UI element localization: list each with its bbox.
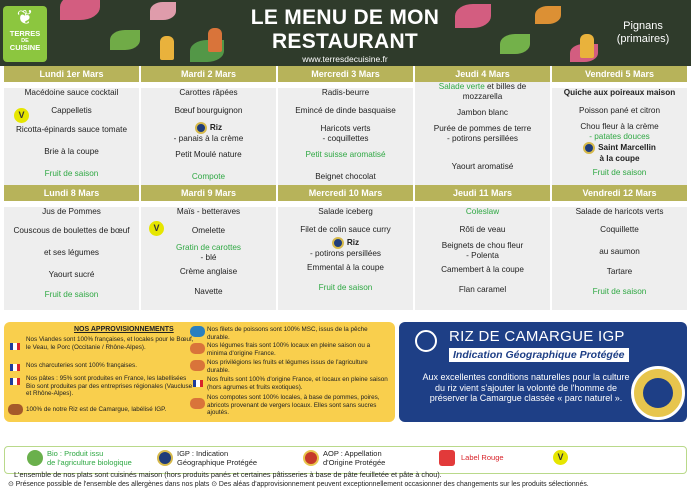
menu-item: Emincé de dinde basquaise <box>295 106 396 115</box>
rice-panel-subtitle: Indication Géographique Protégée <box>449 348 629 362</box>
day-column <box>415 185 550 310</box>
leaf-decoration <box>60 0 100 20</box>
supply-charcuterie-text: Nos charcuteries sont 100% françaises. <box>26 362 137 369</box>
legend-igp <box>177 449 257 467</box>
leaf-decoration <box>150 2 176 20</box>
lightbulb-icon <box>415 330 437 352</box>
footer-note: ⊙ Présence possible de l'ensemble des allergènes dans nos plats ⊙ Des aléas d'approvisionnement peuvent exceptionnellement occasionner des changements sur les produits sélectionnés. <box>8 481 589 488</box>
menu-item: Cappelletis <box>51 106 92 115</box>
menu-item: - potirons persillées <box>447 134 518 143</box>
gardener-illustration <box>208 28 222 52</box>
menu-item: Tartare <box>606 267 633 276</box>
supply-info-title: NOS APPROVISIONNEMENTS <box>74 326 174 333</box>
vegetable-icon <box>190 343 205 354</box>
rice-icon <box>8 404 23 415</box>
menu-item: Yaourt aromatisé <box>451 162 514 171</box>
day-column <box>4 66 139 191</box>
day-menu <box>415 207 550 310</box>
menu-item: Chou fleur à la crème <box>580 122 659 131</box>
bio-label-icon <box>27 450 43 466</box>
menu-item-igp <box>143 122 274 134</box>
day-menu <box>4 207 139 310</box>
leaf-decoration <box>500 34 530 54</box>
day-header: Vendredi 12 Mars <box>552 185 687 201</box>
rice-panel-text: Aux excellentes conditions naturelles pour la culture du riz vient s'ajouter la volonté de l'homme de préserver la Camargue classée « parc naturel ». <box>422 372 630 403</box>
week-1-grid <box>4 66 687 191</box>
menu-item-text: et billes de <box>487 82 527 91</box>
aop-label-icon <box>303 450 319 466</box>
logo-text: TERRES <box>9 29 41 38</box>
supply-fruits-text: Nos fruits sont 100% d'origine France, et locaux en pleine saison (hors agrumes et fruits exotiques). <box>207 376 388 391</box>
menu-item: Fruit de saison <box>318 283 373 292</box>
header-banner <box>0 0 691 66</box>
menu-item: Fruit de saison <box>44 290 99 299</box>
igp-label-icon <box>157 450 173 466</box>
menu-item-text: Saint Marcellin <box>598 143 656 153</box>
menu-item-text: Salade verte <box>438 82 485 91</box>
menu-item: et ses légumes <box>43 248 100 257</box>
legend-text: AOP : Appellation <box>323 449 382 458</box>
menu-item: Quiche aux poireaux maison <box>563 88 676 97</box>
aop-label-icon <box>583 142 595 154</box>
page-title <box>230 6 460 54</box>
menu-item: Petit suisse aromatisé <box>305 150 386 159</box>
gardener-illustration <box>160 36 174 60</box>
menu-item: Beignet chocolat <box>315 172 376 181</box>
footer-note: L'ensemble de nos plats sont cuisinés maison (hors produits panés et certaines pâtisseries à base de pâte feuilletée et pâte à chou). <box>14 470 442 479</box>
page-title-line: RESTAURANT <box>271 30 419 53</box>
day-column <box>278 66 413 191</box>
day-header: Lundi 1er Mars <box>4 66 139 82</box>
menu-item: Petit Moulé nature <box>175 150 242 159</box>
day-header: Jeudi 11 Mars <box>415 185 550 201</box>
day-column <box>552 66 687 191</box>
menu-item: Jambon blanc <box>457 108 508 117</box>
menu-item: - potirons persillées <box>310 249 381 258</box>
day-menu <box>4 88 139 191</box>
menu-item: - coquillettes <box>322 134 369 143</box>
day-column <box>552 185 687 310</box>
menu-item: Filet de colin sauce curry <box>300 225 391 234</box>
menu-item: Radis-beurre <box>321 88 370 97</box>
legend-label-rouge: Label Rouge <box>461 453 504 462</box>
supply-rice-text: 100% de notre Riz est de Camargue, labélisé IGP. <box>26 406 167 413</box>
igp-label-icon <box>195 122 207 134</box>
menu-item-igp <box>554 142 685 154</box>
menu-item: Crème anglaise <box>179 267 238 276</box>
menu-item: Flan caramel <box>458 285 507 294</box>
legend-bio <box>47 449 132 467</box>
menu-item: Ricotta-épinards sauce tomate <box>15 125 128 134</box>
menu-item: Beignets de chou fleur <box>441 241 524 250</box>
menu-item: Salade iceberg <box>318 207 373 216</box>
menu-item: Purée de pommes de terre <box>433 124 532 133</box>
menu-item: à la coupe <box>599 154 640 163</box>
day-header: Mercredi 3 Mars <box>278 66 413 82</box>
day-column <box>415 66 550 191</box>
legend-text: d'Origine Protégée <box>323 458 386 467</box>
menu-item: - panais à la crème <box>173 134 244 143</box>
week-2-grid <box>4 185 687 310</box>
logo-text: DE <box>21 38 29 44</box>
day-menu <box>415 82 550 185</box>
vegetarian-badge: V <box>553 450 568 465</box>
france-flag-icon <box>10 378 20 385</box>
day-menu <box>141 207 276 310</box>
vegetable-icon <box>190 360 205 371</box>
label-rouge-icon <box>439 450 455 466</box>
day-header: Mercredi 10 Mars <box>278 185 413 201</box>
day-menu <box>552 207 687 310</box>
menu-item: Fruit de saison <box>592 287 647 296</box>
menu-item: Carottes râpées <box>179 88 238 97</box>
legend-aop <box>323 449 385 467</box>
menu-item: Couscous de boulettes de bœuf <box>13 226 130 235</box>
supply-pasta-text: Nos pâtes : 95% sont produites en France, les labellisées Bio sont produites par des entreprises régionales (Vaucluse et Rhône-Alpes). <box>26 375 193 398</box>
legend-text: de l'agriculture biologique <box>47 458 132 467</box>
day-header: Mardi 9 Mars <box>141 185 276 201</box>
day-menu <box>141 88 276 191</box>
leaf-logo-icon: ❦ <box>16 7 34 29</box>
menu-item-igp <box>280 237 411 249</box>
menu-item-text: Riz <box>346 238 360 248</box>
menu-item-text: Riz <box>209 123 223 133</box>
menu-item: Macédoine sauce cocktail <box>24 88 119 97</box>
legend-text: Géographique Protégée <box>177 458 258 467</box>
menu-item: Salade de haricots verts <box>575 207 664 216</box>
leaf-decoration <box>455 4 491 28</box>
menu-item: Yaourt sucré <box>48 270 95 279</box>
menu-item: Gratin de carottes <box>175 243 242 252</box>
day-column <box>4 185 139 310</box>
supply-agriculture-text: Nos privilégions les fruits et légumes issus de l'agriculture durable. <box>207 359 368 374</box>
school-name-line: Pignans <box>623 20 663 32</box>
menu-item: - patates douces <box>589 132 650 141</box>
menu-item: Coleslaw <box>465 207 500 216</box>
day-menu <box>278 88 413 191</box>
france-flag-icon <box>193 380 203 387</box>
menu-item: - Polenta <box>466 251 499 260</box>
day-header: Mardi 2 Mars <box>141 66 276 82</box>
menu-item: Fruit de saison <box>44 169 99 178</box>
rice-igp-panel <box>399 322 687 422</box>
menu-item: Camembert à la coupe <box>441 265 524 274</box>
leaf-decoration <box>535 6 561 24</box>
terres-de-cuisine-logo <box>3 6 47 62</box>
supply-vegetables-text: Nos légumes frais sont 100% locaux en pleine saison ou a minima d'origine France. <box>207 342 371 357</box>
igp-seal-icon <box>631 366 685 420</box>
menu-item: Compote <box>191 172 226 181</box>
menu-item: Omelette <box>191 226 226 235</box>
menu-item: Emmental à la coupe <box>307 263 384 272</box>
day-header: Vendredi 5 Mars <box>552 66 687 82</box>
menu-item <box>417 82 548 92</box>
logo-text: CUISINE <box>9 43 41 52</box>
igp-label-icon <box>332 237 344 249</box>
day-column <box>141 66 276 191</box>
gardener-illustration <box>580 34 594 58</box>
fruit-icon <box>190 398 205 409</box>
menu-item: Haricots verts <box>320 124 371 133</box>
fish-icon <box>190 326 205 337</box>
day-menu <box>552 88 687 191</box>
day-column <box>141 185 276 310</box>
school-name <box>598 20 688 46</box>
day-header: Jeudi 4 Mars <box>415 66 550 82</box>
supply-fish-text: Nos filets de poissons sont 100% MSC, issus de la pêche durable. <box>207 326 368 341</box>
menu-item: Maïs - betteraves <box>176 207 241 216</box>
menu-item: Coquillette <box>600 225 639 234</box>
supply-meat-text: Nos Viandes sont 100% françaises, et locales pour le Bœuf, le Veau, le Porc (Occitanie / Rhône-Alpes). <box>26 336 194 351</box>
legend-text: IGP : Indication <box>177 449 229 458</box>
website-link[interactable]: www.terresdecuisine.fr <box>302 54 388 64</box>
legend-text: Bio : Produit issu <box>47 449 104 458</box>
day-header: Lundi 8 Mars <box>4 185 139 201</box>
supply-compote-text: Nos compotes sont 100% locales, à base de pommes, poires, abricots provenant de vergers locaux. Elles sont sans sucres ajoutés. <box>207 394 380 417</box>
menu-item: Poisson pané et citron <box>578 106 660 115</box>
rice-panel-title: RIZ DE CAMARGUE IGP <box>449 328 625 345</box>
menu-item: Navette <box>194 287 223 296</box>
menu-item: Jus de Pommes <box>42 207 101 216</box>
school-name-line: (primaires) <box>616 33 670 45</box>
france-flag-icon <box>10 343 20 350</box>
menu-item: Brie à la coupe <box>44 147 99 156</box>
france-flag-icon <box>10 364 20 371</box>
menu-item: Bœuf bourguignon <box>174 106 243 115</box>
supply-info-panel <box>4 322 395 422</box>
menu-item: - blé <box>200 253 217 262</box>
menu-item: mozzarella <box>462 92 503 101</box>
vegetarian-badge: V <box>14 108 29 123</box>
menu-item: Fruit de saison <box>592 168 647 177</box>
menu-item: Rôti de veau <box>459 225 506 234</box>
menu-item: au saumon <box>599 247 640 256</box>
leaf-decoration <box>110 30 140 50</box>
day-column <box>278 185 413 310</box>
vegetarian-badge: V <box>149 221 164 236</box>
day-menu <box>278 207 413 310</box>
page-title-line: LE MENU DE MON <box>250 6 440 29</box>
